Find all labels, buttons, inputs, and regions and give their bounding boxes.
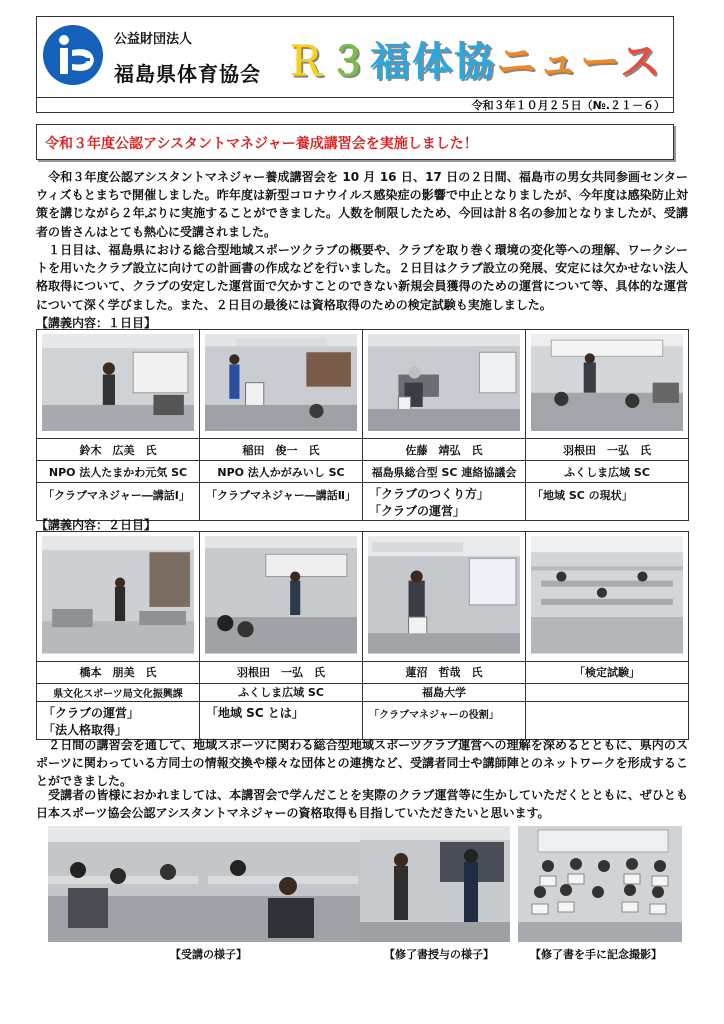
day1-topic: 「クラブのつくり方」 bbox=[369, 487, 490, 502]
day2-photo-cell bbox=[200, 532, 363, 662]
day2-speaker-name: 羽根田 一弘 氏 bbox=[200, 661, 363, 683]
day1-label: 【講義内容：１日目】 bbox=[36, 316, 157, 330]
lecture-photo-sato bbox=[368, 334, 520, 431]
day1-speaker-org: NPO 法人たまかわ元気 SC bbox=[37, 461, 200, 483]
day1-topic-cell bbox=[363, 483, 526, 521]
caption-group-photo: 【修了書を手に記念撮影】 bbox=[530, 948, 662, 961]
day2-speaker-org: 県文化スポーツ局文化振興課 bbox=[37, 683, 200, 701]
day2-topic-cell bbox=[37, 701, 200, 739]
day2-speaker-org bbox=[526, 683, 689, 701]
day2-table bbox=[36, 531, 689, 740]
association-logo bbox=[42, 24, 104, 86]
day2-photo-cell bbox=[363, 532, 526, 662]
day2-topic: 「クラブの運営」 bbox=[43, 705, 140, 720]
day2-topic: 「法人格取得」 bbox=[43, 722, 128, 737]
day1-speaker-name: 稲田 俊一 氏 bbox=[200, 439, 363, 461]
title-part-r: Ｒ bbox=[286, 39, 328, 85]
exam-photo bbox=[531, 536, 683, 654]
lecture-photo-suzuki bbox=[42, 334, 194, 431]
day2-topic-cell bbox=[526, 701, 689, 739]
day1-photo-cell bbox=[37, 330, 200, 439]
day1-photo-cell bbox=[526, 330, 689, 439]
intro-paragraph-1: 令和３年度公認アシスタントマネジャー養成講習会を 10 月 16 日、17 日の２日間、福島市の男女共同参画センターウィズもとまちで開催しました。昨年度は新型コロナウイルス感染症の影響で中止となりましたが、今年度は感染防止対策を講じながら２年ぶりに実施することができました。人数を制限したため、今回は計８名の参加となりましたが、受講者の皆さんはとても熱心に受講されました。 bbox=[36, 170, 688, 239]
group-photo bbox=[518, 826, 682, 942]
lecture-photo-hanedaa bbox=[531, 334, 683, 431]
title-part-su: ス bbox=[620, 39, 662, 85]
title-part-fukutaikyo: 福体協 bbox=[370, 39, 496, 85]
closing-paragraph-1: ２日間の講習会を通して、地域スポーツに関わる総合型地域スポーツクラブ運営への理解を深めるとともに、県内のスポーツに関わっている方同士の情報交換や様々な団体との連携など、受講者同士や講師陣とのネットワークを形成することができました。 bbox=[36, 738, 688, 789]
day2-speaker-org: ふくしま広域 SC bbox=[200, 683, 363, 701]
day1-speaker-org: NPO 法人かがみいし SC bbox=[200, 461, 363, 483]
day2-topic: 「クラブマネジャーの役割」 bbox=[369, 709, 499, 721]
day2-topic: 「地域 SC とは」 bbox=[206, 705, 304, 720]
headline: 令和３年度公認アシスタントマネジャー養成講習会を実施しました！ bbox=[45, 136, 478, 152]
title-part-3: ３ bbox=[328, 39, 370, 85]
lecture-photo-hashimoto bbox=[42, 536, 194, 654]
day1-speaker-name: 鈴木 広美 氏 bbox=[37, 439, 200, 461]
newsletter-title bbox=[286, 30, 662, 87]
day1-topic: 「クラブマネジャー―講話Ⅰ」 bbox=[43, 489, 190, 503]
day1-topic-cell bbox=[526, 483, 689, 521]
title-part-nyu: ニュー bbox=[496, 39, 620, 85]
day1-photo-cell bbox=[363, 330, 526, 439]
caption-certificate-ceremony: 【修了書授与の様子】 bbox=[384, 948, 494, 961]
day2-speaker-name: 「検定試験」 bbox=[526, 661, 689, 683]
day2-topic-cell bbox=[363, 701, 526, 739]
day1-table bbox=[36, 329, 689, 521]
day1-topic-cell bbox=[200, 483, 363, 521]
day2-label: 【講義内容：２日目】 bbox=[36, 518, 157, 532]
day1-speaker-org: 福島県総合型 SC 連絡協議会 bbox=[363, 461, 526, 483]
headline-box bbox=[36, 124, 674, 160]
org-name: 福島県体育協会 bbox=[114, 62, 261, 86]
day2-photo-cell bbox=[37, 532, 200, 662]
day1-speaker-org: ふくしま広域 SC bbox=[526, 461, 689, 483]
org-subtitle: 公益財団法人 bbox=[114, 32, 193, 47]
date-bar bbox=[36, 96, 674, 113]
day1-topic: 「地域 SC の現状」 bbox=[532, 489, 633, 503]
day1-topic: 「クラブマネジャー―講話Ⅱ」 bbox=[206, 489, 357, 503]
lecture-photo-haneda bbox=[205, 536, 357, 654]
closing-paragraph-2: 受講者の皆様におかれましては、本講習会で学んだことを実際のクラブ運営等に生かしていただくとともに、ぜひとも日本スポーツ協会公認アシスタントマネジャーの資格取得も目指していただきたいと思います。 bbox=[36, 788, 688, 821]
day1-topic: 「クラブの運営」 bbox=[369, 504, 466, 519]
caption-class-scene: 【受講の様子】 bbox=[170, 948, 247, 961]
intro-paragraph-2: １日目は、福島県における総合型地域スポーツクラブの概要や、クラブを取り巻く環境の変化等への理解、ワークシートを用いたクラブ設立に向けての計画書の作成などを行いました。２日目はクラブ設立の発展、安定には欠かせない法人格取得について、クラブの安定した運営面で欠かすことのできない新規会員獲得のための運営について等、具体的な運営について深く学びました。また、２日目の最後には資格取得のための検定試験も実施しました。 bbox=[36, 243, 688, 312]
day1-speaker-name: 羽根田 一弘 氏 bbox=[526, 439, 689, 461]
certificate-ceremony-photo bbox=[360, 826, 510, 942]
day2-topic-cell bbox=[200, 701, 363, 739]
lecture-photo-hasunuma bbox=[368, 536, 520, 654]
issue-date: 令和３年１０月２５日（№.２１－６） bbox=[471, 99, 665, 112]
day2-speaker-name: 蓮沼 哲哉 氏 bbox=[363, 661, 526, 683]
day1-speaker-name: 佐藤 靖弘 氏 bbox=[363, 439, 526, 461]
day2-speaker-org: 福島大学 bbox=[363, 683, 526, 701]
day2-speaker-name: 橋本 朋美 氏 bbox=[37, 661, 200, 683]
class-scene-photo bbox=[48, 826, 360, 942]
day2-photo-cell bbox=[526, 532, 689, 662]
lecture-photo-inada bbox=[205, 334, 357, 431]
day1-photo-cell bbox=[200, 330, 363, 439]
